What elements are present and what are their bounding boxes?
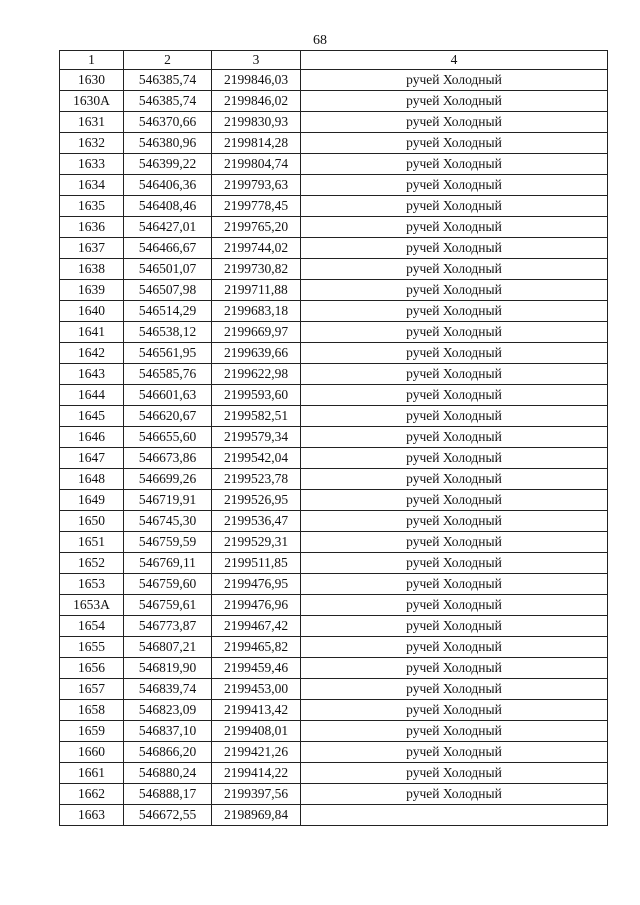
cell-description: ручей Холодный xyxy=(301,511,608,532)
cell-y-coordinate: 2199669,97 xyxy=(212,322,301,343)
cell-x-coordinate: 546719,91 xyxy=(124,490,212,511)
cell-description: ручей Холодный xyxy=(301,112,608,133)
table-row xyxy=(60,448,608,469)
cell-point-number: 1641 xyxy=(60,322,124,343)
cell-point-number: 1649 xyxy=(60,490,124,511)
cell-description: ручей Холодный xyxy=(301,721,608,742)
cell-point-number: 1655 xyxy=(60,637,124,658)
cell-y-coordinate: 2199593,60 xyxy=(212,385,301,406)
cell-point-number: 1658 xyxy=(60,700,124,721)
table-row xyxy=(60,238,608,259)
table-row xyxy=(60,805,608,826)
cell-y-coordinate: 2199529,31 xyxy=(212,532,301,553)
cell-y-coordinate: 2199523,78 xyxy=(212,469,301,490)
cell-description: ручей Холодный xyxy=(301,784,608,805)
cell-y-coordinate: 2199622,98 xyxy=(212,364,301,385)
cell-y-coordinate: 2199765,20 xyxy=(212,217,301,238)
table-row xyxy=(60,406,608,427)
cell-x-coordinate: 546601,63 xyxy=(124,385,212,406)
table-row xyxy=(60,301,608,322)
cell-y-coordinate: 2199582,51 xyxy=(212,406,301,427)
cell-point-number: 1654 xyxy=(60,616,124,637)
cell-point-number: 1638 xyxy=(60,259,124,280)
cell-description: ручей Холодный xyxy=(301,427,608,448)
cell-description: ручей Холодный xyxy=(301,280,608,301)
cell-description: ручей Холодный xyxy=(301,238,608,259)
cell-description: ручей Холодный xyxy=(301,364,608,385)
cell-x-coordinate: 546427,01 xyxy=(124,217,212,238)
cell-point-number: 1661 xyxy=(60,763,124,784)
cell-point-number: 1642 xyxy=(60,343,124,364)
cell-x-coordinate: 546672,55 xyxy=(124,805,212,826)
cell-point-number: 1631 xyxy=(60,112,124,133)
cell-description: ручей Холодный xyxy=(301,217,608,238)
cell-point-number: 1648 xyxy=(60,469,124,490)
cell-y-coordinate: 2199421,26 xyxy=(212,742,301,763)
cell-point-number: 1633 xyxy=(60,154,124,175)
cell-point-number: 1635 xyxy=(60,196,124,217)
cell-description: ручей Холодный xyxy=(301,70,608,91)
cell-x-coordinate: 546837,10 xyxy=(124,721,212,742)
cell-x-coordinate: 546823,09 xyxy=(124,700,212,721)
cell-x-coordinate: 546769,11 xyxy=(124,553,212,574)
cell-x-coordinate: 546538,12 xyxy=(124,322,212,343)
table-row xyxy=(60,427,608,448)
cell-description: ручей Холодный xyxy=(301,658,608,679)
table-row xyxy=(60,490,608,511)
cell-y-coordinate: 2199476,95 xyxy=(212,574,301,595)
table-row xyxy=(60,721,608,742)
cell-description: ручей Холодный xyxy=(301,637,608,658)
cell-description: ручей Холодный xyxy=(301,385,608,406)
cell-x-coordinate: 546759,60 xyxy=(124,574,212,595)
cell-y-coordinate: 2199414,22 xyxy=(212,763,301,784)
cell-point-number: 1630А xyxy=(60,91,124,112)
cell-x-coordinate: 546759,61 xyxy=(124,595,212,616)
cell-description: ручей Холодный xyxy=(301,154,608,175)
cell-x-coordinate: 546819,90 xyxy=(124,658,212,679)
page-number: 68 xyxy=(313,33,327,48)
cell-x-coordinate: 546759,59 xyxy=(124,532,212,553)
table-row xyxy=(60,784,608,805)
cell-point-number: 1639 xyxy=(60,280,124,301)
cell-y-coordinate: 2199467,42 xyxy=(212,616,301,637)
cell-description: ручей Холодный xyxy=(301,91,608,112)
table-row xyxy=(60,385,608,406)
table-row xyxy=(60,364,608,385)
cell-description: ручей Холодный xyxy=(301,616,608,637)
table-row xyxy=(60,532,608,553)
table-row xyxy=(60,595,608,616)
cell-point-number: 1662 xyxy=(60,784,124,805)
cell-point-number: 1652 xyxy=(60,553,124,574)
cell-description: ручей Холодный xyxy=(301,175,608,196)
cell-point-number: 1663 xyxy=(60,805,124,826)
cell-description: ручей Холодный xyxy=(301,343,608,364)
cell-y-coordinate: 2199711,88 xyxy=(212,280,301,301)
cell-description: ручей Холодный xyxy=(301,700,608,721)
cell-x-coordinate: 546406,36 xyxy=(124,175,212,196)
cell-description: ручей Холодный xyxy=(301,490,608,511)
cell-point-number: 1650 xyxy=(60,511,124,532)
cell-y-coordinate: 2199778,45 xyxy=(212,196,301,217)
cell-y-coordinate: 2198969,84 xyxy=(212,805,301,826)
header-cell-x-coordinate: 2 xyxy=(124,51,212,70)
cell-y-coordinate: 2199536,47 xyxy=(212,511,301,532)
cell-description: ручей Холодный xyxy=(301,196,608,217)
table-row xyxy=(60,574,608,595)
coordinates-table xyxy=(59,50,608,826)
table-row xyxy=(60,679,608,700)
table-row xyxy=(60,553,608,574)
cell-x-coordinate: 546807,21 xyxy=(124,637,212,658)
cell-x-coordinate: 546673,86 xyxy=(124,448,212,469)
table-row xyxy=(60,133,608,154)
cell-x-coordinate: 546466,67 xyxy=(124,238,212,259)
cell-y-coordinate: 2199730,82 xyxy=(212,259,301,280)
table-row xyxy=(60,763,608,784)
table-row xyxy=(60,742,608,763)
cell-y-coordinate: 2199814,28 xyxy=(212,133,301,154)
cell-x-coordinate: 546385,74 xyxy=(124,70,212,91)
table-row xyxy=(60,658,608,679)
cell-point-number: 1645 xyxy=(60,406,124,427)
cell-y-coordinate: 2199579,34 xyxy=(212,427,301,448)
cell-y-coordinate: 2199397,56 xyxy=(212,784,301,805)
cell-point-number: 1634 xyxy=(60,175,124,196)
cell-description: ручей Холодный xyxy=(301,301,608,322)
table-row xyxy=(60,322,608,343)
cell-y-coordinate: 2199639,66 xyxy=(212,343,301,364)
cell-y-coordinate: 2199408,01 xyxy=(212,721,301,742)
cell-point-number: 1632 xyxy=(60,133,124,154)
table-row xyxy=(60,112,608,133)
cell-point-number: 1636 xyxy=(60,217,124,238)
cell-x-coordinate: 546839,74 xyxy=(124,679,212,700)
table-body xyxy=(60,70,608,826)
header-cell-point-number: 1 xyxy=(60,51,124,70)
table-row xyxy=(60,343,608,364)
cell-point-number: 1653 xyxy=(60,574,124,595)
cell-description xyxy=(301,805,608,826)
header-row xyxy=(60,51,608,70)
cell-point-number: 1646 xyxy=(60,427,124,448)
cell-y-coordinate: 2199511,85 xyxy=(212,553,301,574)
cell-point-number: 1637 xyxy=(60,238,124,259)
cell-y-coordinate: 2199744,02 xyxy=(212,238,301,259)
table-row xyxy=(60,511,608,532)
cell-y-coordinate: 2199542,04 xyxy=(212,448,301,469)
cell-description: ручей Холодный xyxy=(301,595,608,616)
cell-x-coordinate: 546385,74 xyxy=(124,91,212,112)
cell-point-number: 1644 xyxy=(60,385,124,406)
cell-x-coordinate: 546561,95 xyxy=(124,343,212,364)
cell-y-coordinate: 2199793,63 xyxy=(212,175,301,196)
cell-description: ручей Холодный xyxy=(301,574,608,595)
table-row xyxy=(60,91,608,112)
table-row xyxy=(60,469,608,490)
table-row xyxy=(60,154,608,175)
cell-point-number: 1630 xyxy=(60,70,124,91)
cell-description: ручей Холодный xyxy=(301,553,608,574)
cell-description: ручей Холодный xyxy=(301,406,608,427)
cell-point-number: 1643 xyxy=(60,364,124,385)
cell-y-coordinate: 2199453,00 xyxy=(212,679,301,700)
table-row xyxy=(60,196,608,217)
cell-point-number: 1653А xyxy=(60,595,124,616)
cell-x-coordinate: 546866,20 xyxy=(124,742,212,763)
table-row xyxy=(60,616,608,637)
cell-description: ручей Холодный xyxy=(301,259,608,280)
cell-x-coordinate: 546514,29 xyxy=(124,301,212,322)
table-row xyxy=(60,217,608,238)
cell-description: ручей Холодный xyxy=(301,742,608,763)
cell-point-number: 1656 xyxy=(60,658,124,679)
cell-point-number: 1659 xyxy=(60,721,124,742)
cell-description: ручей Холодный xyxy=(301,532,608,553)
cell-description: ручей Холодный xyxy=(301,448,608,469)
cell-y-coordinate: 2199846,02 xyxy=(212,91,301,112)
cell-y-coordinate: 2199830,93 xyxy=(212,112,301,133)
cell-x-coordinate: 546655,60 xyxy=(124,427,212,448)
cell-x-coordinate: 546773,87 xyxy=(124,616,212,637)
cell-x-coordinate: 546880,24 xyxy=(124,763,212,784)
cell-y-coordinate: 2199459,46 xyxy=(212,658,301,679)
table-row xyxy=(60,259,608,280)
cell-description: ручей Холодный xyxy=(301,469,608,490)
table-row xyxy=(60,175,608,196)
cell-x-coordinate: 546380,96 xyxy=(124,133,212,154)
cell-x-coordinate: 546370,66 xyxy=(124,112,212,133)
cell-description: ручей Холодный xyxy=(301,133,608,154)
cell-y-coordinate: 2199526,95 xyxy=(212,490,301,511)
cell-description: ручей Холодный xyxy=(301,763,608,784)
cell-x-coordinate: 546699,26 xyxy=(124,469,212,490)
cell-y-coordinate: 2199683,18 xyxy=(212,301,301,322)
cell-y-coordinate: 2199465,82 xyxy=(212,637,301,658)
cell-description: ручей Холодный xyxy=(301,322,608,343)
cell-x-coordinate: 546585,76 xyxy=(124,364,212,385)
table-header xyxy=(60,51,608,70)
cell-point-number: 1640 xyxy=(60,301,124,322)
table-row xyxy=(60,70,608,91)
table-row xyxy=(60,700,608,721)
cell-point-number: 1660 xyxy=(60,742,124,763)
cell-x-coordinate: 546745,30 xyxy=(124,511,212,532)
cell-x-coordinate: 546399,22 xyxy=(124,154,212,175)
cell-x-coordinate: 546501,07 xyxy=(124,259,212,280)
cell-y-coordinate: 2199476,96 xyxy=(212,595,301,616)
cell-point-number: 1647 xyxy=(60,448,124,469)
cell-x-coordinate: 546507,98 xyxy=(124,280,212,301)
cell-x-coordinate: 546888,17 xyxy=(124,784,212,805)
cell-x-coordinate: 546620,67 xyxy=(124,406,212,427)
cell-description: ручей Холодный xyxy=(301,679,608,700)
cell-y-coordinate: 2199804,74 xyxy=(212,154,301,175)
header-cell-description: 4 xyxy=(301,51,608,70)
cell-point-number: 1651 xyxy=(60,532,124,553)
cell-y-coordinate: 2199846,03 xyxy=(212,70,301,91)
cell-y-coordinate: 2199413,42 xyxy=(212,700,301,721)
cell-x-coordinate: 546408,46 xyxy=(124,196,212,217)
header-cell-y-coordinate: 3 xyxy=(212,51,301,70)
table-row xyxy=(60,280,608,301)
table-row xyxy=(60,637,608,658)
cell-point-number: 1657 xyxy=(60,679,124,700)
